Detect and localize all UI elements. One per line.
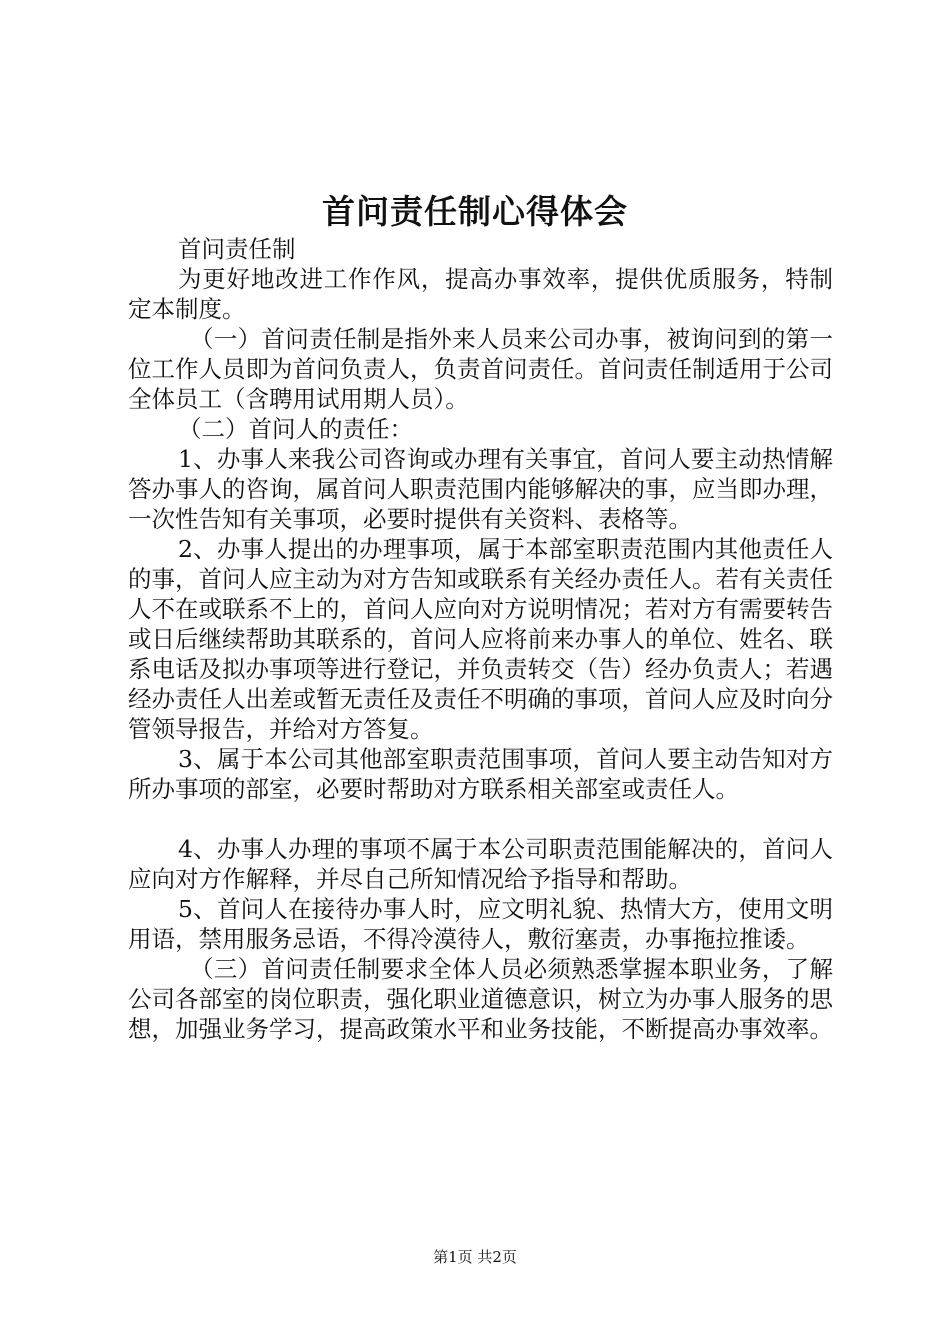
paragraph-heading: 首问责任制 xyxy=(178,235,296,263)
page-footer: 第1页 共2页 xyxy=(433,1248,517,1266)
paragraph-section-1: （一）首问责任制是指外来人员来公司办事，被询问到的第一位工作人员即为首问负责人，负责首问责任。首问责任制适用于公司全体员工（含聘用试用期人员）。 xyxy=(128,325,833,413)
paragraph-item-4: 4、办事人办理的事项不属于本公司职责范围能解决的，首问人应向对方作解释，并尽自己所知情况给予指导和帮助。 xyxy=(128,835,833,893)
paragraph-item-2: 2、办事人提出的办理事项，属于本部室职责范围内其他责任人的事，首问人应主动为对方告知或联系有关经办责任人。若有关责任人不在或联系不上的，首问人应向对方说明情况；若对方有需要转告或日后继续帮助其联系的，首问人应将前来办事人的单位、姓名、联系电话及拟办事项等进行登记，并负责转交（告）经办负责人；若遇经办责任人出差或暂无责任及责任不明确的事项，首问人应及时向分管领导报告，并给对方答复。 xyxy=(128,535,833,743)
paragraph-intro: 为更好地改进工作作风，提高办事效率，提供优质服务，特制定本制度。 xyxy=(128,265,833,323)
document-body xyxy=(128,234,833,1044)
document-title: 首问责任制心得体会 xyxy=(322,192,628,231)
paragraph-gap xyxy=(128,804,833,834)
paragraph-section-2-heading: （二）首问人的责任： xyxy=(178,415,413,443)
paragraph-item-1: 1、办事人来我公司咨询或办理有关事宜，首问人要主动热情解答办事人的咨询，属首问人职责范围内能够解决的事，应当即办理，一次性告知有关事项，必要时提供有关资料、表格等。 xyxy=(128,445,833,533)
paragraph-item-5: 5、首问人在接待办事人时，应文明礼貌、热情大方，使用文明用语，禁用服务忌语，不得冷漠待人，敷衍塞责，办事拖拉推诿。 xyxy=(128,895,833,953)
paragraph-item-3: 3、属于本公司其他部室职责范围事项，首问人要主动告知对方所办事项的部室，必要时帮助对方联系相关部室或责任人。 xyxy=(128,745,833,803)
paragraph-section-3: （三）首问责任制要求全体人员必须熟悉掌握本职业务，了解公司各部室的岗位职责，强化职业道德意识，树立为办事人服务的思想，加强业务学习，提高政策水平和业务技能，不断提高办事效率。 xyxy=(128,955,833,1043)
